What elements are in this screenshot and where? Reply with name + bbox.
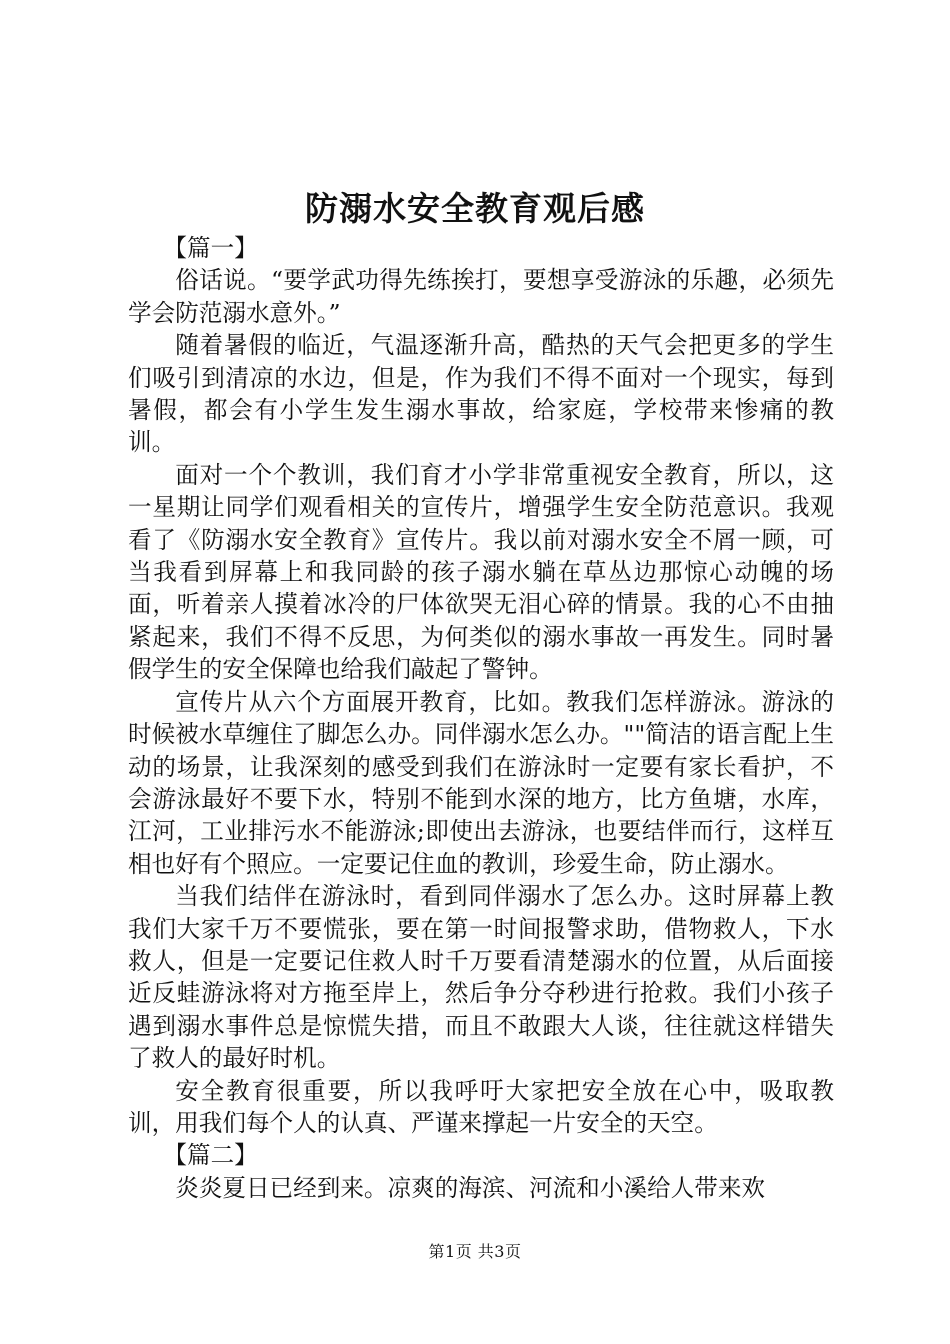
- paragraph: 随着暑假的临近，气温逐渐升高，酷热的天气会把更多的学生们吸引到清凉的水边，但是，作为我们不得不面对一个现实，每到暑假，都会有小学生发生溺水事故，给家庭，学校带来惨痛的教训。: [128, 331, 834, 457]
- paragraph: 当我们结伴在游泳时，看到同伴溺水了怎么办。这时屏幕上教我们大家千万不要慌张，要在第一时间报警求助，借物救人，下水救人，但是一定要记住救人时千万要看清楚溺水的位置，从后面接近反蛙游泳将对方拖至岸上，然后争分夺秒进行抢救。我们小孩子遇到溺水事件总是惊慌失措，而且不敢跟大人谈，往往就这样错失了救人的最好时机。: [128, 882, 834, 1073]
- section-heading-2: 【篇二】: [163, 1141, 258, 1170]
- page-footer: 第1页 共3页: [428, 1242, 522, 1261]
- document-title: 防溺水安全教育观后感: [305, 189, 645, 228]
- document-body: [128, 232, 834, 1204]
- paragraph: 炎炎夏日已经到来。凉爽的海滨、河流和小溪给人带来欢: [175, 1173, 766, 1202]
- section-heading-1: 【篇一】: [163, 234, 258, 262]
- paragraph: 面对一个个教训，我们育才小学非常重视安全教育，所以，这一星期让同学们观看相关的宣传片，增强学生安全防范意识。我观看了《防溺水安全教育》宣传片。我以前对溺水安全不屑一顾，可当我看到屏幕上和我同龄的孩子溺水躺在草丛边那惊心动魄的场面，听着亲人摸着冰冷的尸体欲哭无泪心碎的情景。我的心不由抽紧起来，我们不得不反思，为何类似的溺水事故一再发生。同时暑假学生的安全保障也给我们敲起了警钟。: [128, 460, 834, 684]
- paragraph: 安全教育很重要，所以我呼吁大家把安全放在心中，吸取教训，用我们每个人的认真、严谨来撑起一片安全的天空。: [128, 1076, 834, 1137]
- paragraph: 俗话说。“要学武功得先练挨打，要想享受游泳的乐趣，必须先学会防范溺水意外。”: [128, 266, 834, 327]
- paragraph: 宣传片从六个方面展开教育，比如。教我们怎样游泳。游泳的时候被水草缠住了脚怎么办。同伴溺水怎么办。""简洁的语言配上生动的场景，让我深刻的感受到我们在游泳时一定要有家长看护，不会游泳最好不要下水，特别不能到水深的地方，比方鱼塘，水库，江河，工业排污水不能游泳;即使出去游泳，也要结伴而行，这样互相也好有个照应。一定要记住血的教训，珍爱生命，防止溺水。: [128, 687, 834, 878]
